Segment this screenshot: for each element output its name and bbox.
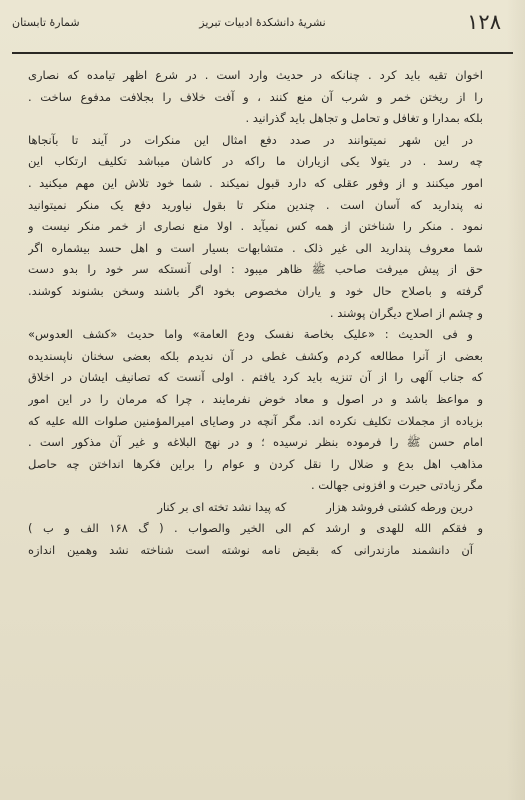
text-line: شما معروف پندارید الی غیر ذلک . متشابهات بسیار است و اهل حسد بیشماره اگر (28, 240, 483, 255)
page-header (12, 8, 513, 56)
verse-second-hemistich: که پیدا نشد تخته ای بر کنار (157, 499, 287, 514)
text-line: نه پندارید که آسان است . چندین منکر تا بقول نیاورید دفع یک منکر نمیتوانید (28, 197, 483, 212)
issue-label: شمارهٔ تابستان (12, 16, 80, 29)
text-line: امام حسن ﷺ را فرموده بنظر نرسیده ؛ و در نهج البلاغه و غیر آن مذکور است . (28, 435, 483, 450)
text-line: بلکه بمدارا و تغافل و تحامل و تجاهل باید گذرانید . (245, 111, 483, 126)
text-line: گرفته و باصلاح حال خود و یاران مخصوص بخود اگر باشند وسخن بشنوند کوشند. (28, 283, 483, 298)
page-number: ۱۲۸ (467, 10, 501, 34)
verse (28, 497, 483, 519)
text-line: بعضی از آنرا مطالعه کردم وکشف غطی در آن ندیدم بلکه بعضی سخنان ناپسندیده (28, 348, 483, 363)
text-line: آن دانشمند مازندرانی که بقیض نامه نوشته است شناخته نشد وهمین اندازه (28, 543, 473, 558)
text-line: و فقکم الله للهدی و ارشد کم الی الخیر والصواب . ( گ ۱۶۸ الف و ب ) (28, 521, 483, 536)
text-line: در این شهر نمیتوانند در صدد دفع امثال این منکرات در آیند تا بآنجاها (28, 132, 473, 147)
running-title: نشریهٔ دانشکدهٔ ادبیات تبریز (199, 16, 326, 29)
text-line: و چشم از اصلاح دیگران پوشند . (329, 305, 483, 320)
text-line: و فی الحدیث : «علیک بخاصة نفسک ودع العامة» واما حدیث «کشف العدوس» (28, 327, 473, 342)
text-line: امور میکنند و از وفور عقلی که دارد قبول نمیکند . شما خود تلاش این مهم میکنید . (28, 175, 483, 190)
verse-first-hemistich: درین ورطه کشتی فروشد هزار (326, 499, 473, 514)
text-line: نمود . منکر را شناختن از همه کس نمیآید . اولا منع نصاری از خمر منکر نیست و (28, 219, 483, 234)
text-line: بزیاده از مجملات تکلیف نکرده اند. مگر آنچه در وصایای امیرالمؤمنین صلوات الله علیه که (28, 413, 483, 428)
text-line: مذاهب اهل بدع و ضلال را نقل کردن و عوام را براین فکرها انداختن چه حاصل (28, 456, 483, 471)
text-line: حق از پیش میرفت صاحب ﷺ ظاهر میبود : اولی آنستکه سر خود را بدو دست (28, 262, 483, 277)
text-line: مگر زیادتی حیرت و افزونی جهالت . (310, 478, 483, 493)
body-text (28, 65, 483, 562)
text-line: چه رسد . در یتولا یکی ازیاران ما راکه در کاشان میباشد تکلیف ارتکاب این (28, 154, 483, 169)
text-line: اخوان تقیه باید کرد . چنانکه در حدیث وارد است . در شرع اظهر تیامده که نصاری (28, 68, 483, 82)
text-line: را از ریختن خمر و شرب آن منع کنند ، و آفت خلاف را بجلافت مدفوع ساخت . (28, 89, 483, 104)
header-rule (12, 52, 513, 54)
page-edge-shadow (507, 0, 525, 800)
text-line: که جناب آلهی را از آن تنزیه باید کرد یافتم . اولی آنست که تصانیف ایشان در اخلاق (28, 370, 483, 385)
text-line: و مواعظ باشد و در اصول و معاد خوض نفرمایند ، چرا که مرمان را در این امور (28, 391, 483, 406)
